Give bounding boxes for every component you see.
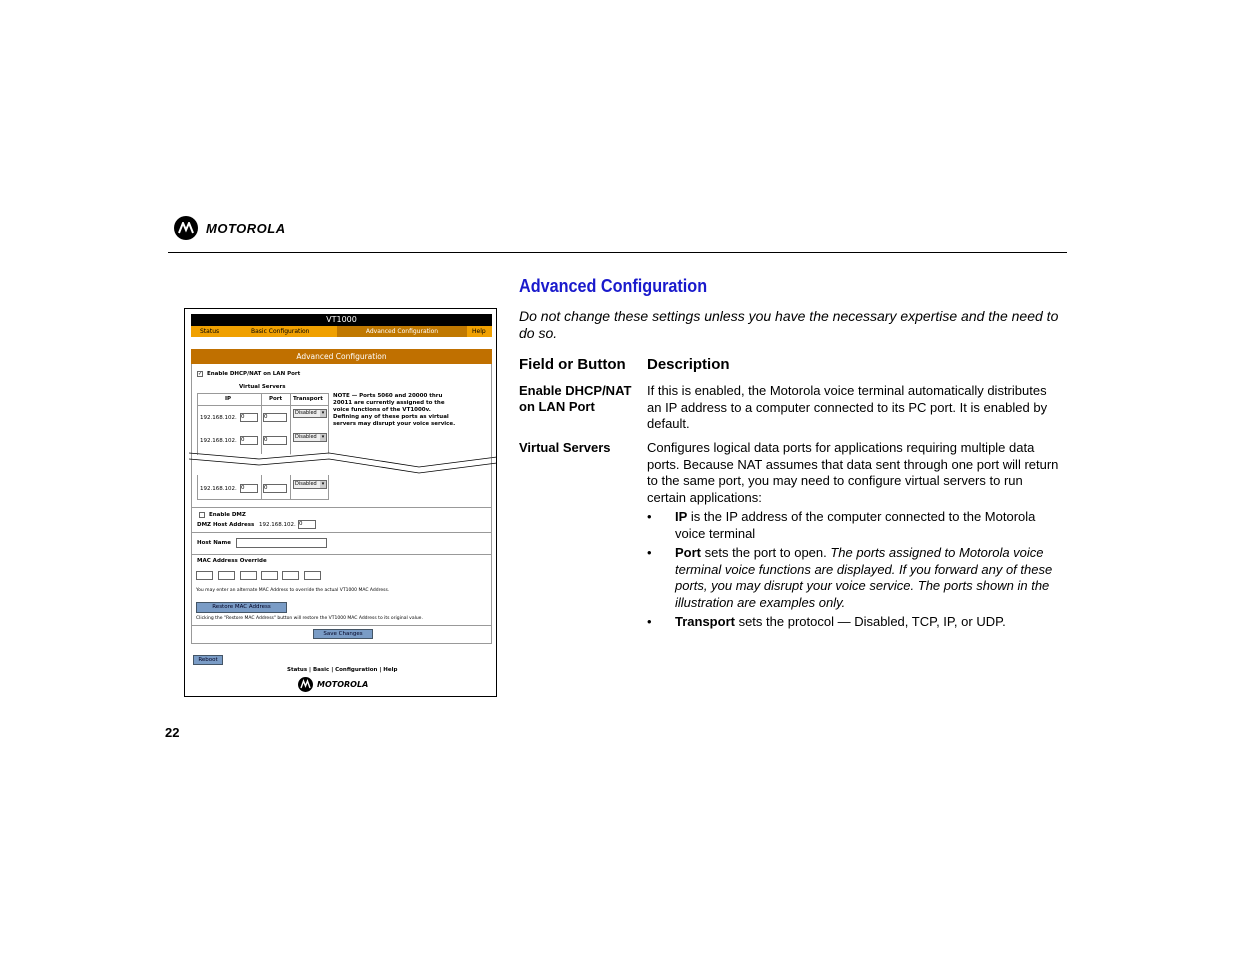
- fig-vs-transport-select[interactable]: Disabled ▾: [293, 433, 327, 442]
- fig-mac-octet[interactable]: [240, 571, 257, 580]
- config-screenshot: [184, 308, 497, 697]
- fig-host-name-input[interactable]: [236, 538, 327, 548]
- fig-mac-octet[interactable]: [304, 571, 321, 580]
- bullet-term: Port: [675, 545, 701, 560]
- fig-vs-port-input[interactable]: 0: [263, 484, 287, 493]
- bullet-text: is the IP address of the computer connected to the Motorola voice terminal: [675, 509, 1036, 541]
- fig-vs-transport-select[interactable]: Disabled ▾: [293, 480, 327, 489]
- fig-dhcp-checkbox[interactable]: ✓: [198, 371, 203, 377]
- bullet-note: The ports assigned to Motorola voice terminal voice functions are displayed. If you forward any of these ports, you may disrupt your voice service. The ports shown in the illustration are examples only.: [675, 545, 1053, 610]
- field-description: Configures logical data ports for applications requiring multiple data ports. Because NAT assumes that data sent through one port will return to the same port, you may need to configure virtual servers to run certain applications:: [647, 440, 1059, 505]
- page-number: 22: [165, 725, 180, 740]
- fig-vs-header-transport: Transport: [293, 396, 323, 402]
- bullet-item: [647, 614, 1062, 631]
- bullet-icon: •: [647, 545, 652, 560]
- fig-vs-ip-input[interactable]: 0: [240, 436, 258, 445]
- fig-vs-title: Virtual Servers: [239, 384, 286, 390]
- fig-nav-advanced[interactable]: Advanced Configuration: [337, 326, 467, 337]
- field-name: Virtual Servers: [519, 440, 611, 455]
- bullet-icon: •: [647, 614, 652, 629]
- fig-vs-ip-input[interactable]: 0: [240, 413, 258, 422]
- bullet-term: IP: [675, 509, 688, 524]
- fig-save-changes-button[interactable]: Save Changes: [313, 629, 373, 639]
- fig-nav-status[interactable]: Status: [200, 328, 220, 335]
- fig-dmz-checkbox[interactable]: [199, 512, 205, 518]
- fig-dhcp-label: Enable DHCP/NAT on LAN Port: [207, 371, 301, 377]
- fig-footer-brand: MOTOROLA: [317, 680, 369, 689]
- fig-vs-port-input[interactable]: 0: [263, 436, 287, 445]
- bullet-term: Transport: [675, 614, 735, 629]
- field-name: Enable DHCP/NAT on LAN Port: [519, 383, 632, 414]
- fig-vs-port-input[interactable]: 0: [263, 413, 287, 422]
- fig-host-name-label: Host Name: [197, 540, 231, 546]
- bullet-item: [647, 509, 1062, 542]
- header-rule: [168, 252, 1067, 253]
- fig-vs-ip-prefix: 192.168.102.: [200, 415, 237, 421]
- bullet-item: [647, 545, 1062, 611]
- bullet-text: sets the protocol — Disabled, TCP, IP, or UDP.: [734, 614, 1006, 629]
- fig-vs-header-port: Port: [269, 396, 283, 402]
- fig-nav-basic[interactable]: Basic Configuration: [251, 328, 310, 335]
- fig-mac-octet[interactable]: [282, 571, 299, 580]
- warning-text: Do not change these settings unless you have the necessary expertise and the need to do so.: [519, 308, 1059, 341]
- column-header-description: Description: [647, 356, 730, 373]
- fig-nav-help[interactable]: Help: [472, 328, 486, 335]
- fig-torn-break: [189, 445, 497, 477]
- fig-panel-title: Advanced Configuration: [191, 349, 492, 364]
- fig-vs-ip-prefix: 192.168.102.: [200, 438, 237, 444]
- field-description: If this is enabled, the Motorola voice terminal automatically distributes an IP address to a computer connected to its PC port. It is enabled by default.: [647, 383, 1048, 431]
- bullet-text: sets the port to open.: [701, 545, 831, 560]
- fig-mac-octet[interactable]: [261, 571, 278, 580]
- fig-dmz-label: Enable DMZ: [209, 512, 246, 518]
- fig-mac-title: MAC Address Override: [197, 558, 267, 564]
- fig-vs-note: NOTE — Ports 5060 and 20000 thru 20011 are currently assigned to the voice functions of the VT1000v. Defining any of these ports as virtual servers may disrupt your voice service.: [333, 393, 456, 427]
- fig-nav-bar: [191, 326, 492, 337]
- fig-dmz-input[interactable]: 0: [298, 520, 316, 529]
- fig-reboot-button[interactable]: Reboot: [193, 655, 223, 665]
- fig-vs-ip-input[interactable]: 0: [240, 484, 258, 493]
- fig-mac-octet[interactable]: [196, 571, 213, 580]
- bullet-icon: •: [647, 509, 652, 524]
- fig-window-title: VT1000: [191, 314, 492, 326]
- fig-restore-help: Clicking the "Restore MAC Address" button will restore the VT1000 MAC Address to its original value.: [196, 616, 423, 621]
- motorola-batwing-icon: [298, 677, 313, 692]
- fig-footer-logo: [298, 677, 368, 692]
- fig-vs-transport-select[interactable]: Disabled ▾: [293, 409, 327, 418]
- fig-mac-help: You may enter an alternate MAC Address to override the actual VT1000 MAC Address.: [196, 588, 390, 593]
- fig-restore-mac-button[interactable]: Restore MAC Address: [196, 602, 287, 613]
- motorola-batwing-icon: [174, 216, 198, 240]
- fig-vs-header-ip: IP: [225, 396, 232, 402]
- brand-name: MOTOROLA: [206, 220, 286, 236]
- fig-mac-octet[interactable]: [218, 571, 235, 580]
- fig-vs-ip-prefix: 192.168.102.: [200, 486, 237, 492]
- fig-footer-links[interactable]: Status | Basic | Configuration | Help: [287, 667, 398, 673]
- column-header-field: Field or Button: [519, 356, 626, 373]
- motorola-logo: [174, 216, 286, 240]
- fig-dmz-prefix: 192.168.102.: [259, 522, 296, 528]
- page-title: Advanced Configuration: [519, 276, 708, 296]
- fig-dmz-host-label: DMZ Host Address: [197, 522, 255, 528]
